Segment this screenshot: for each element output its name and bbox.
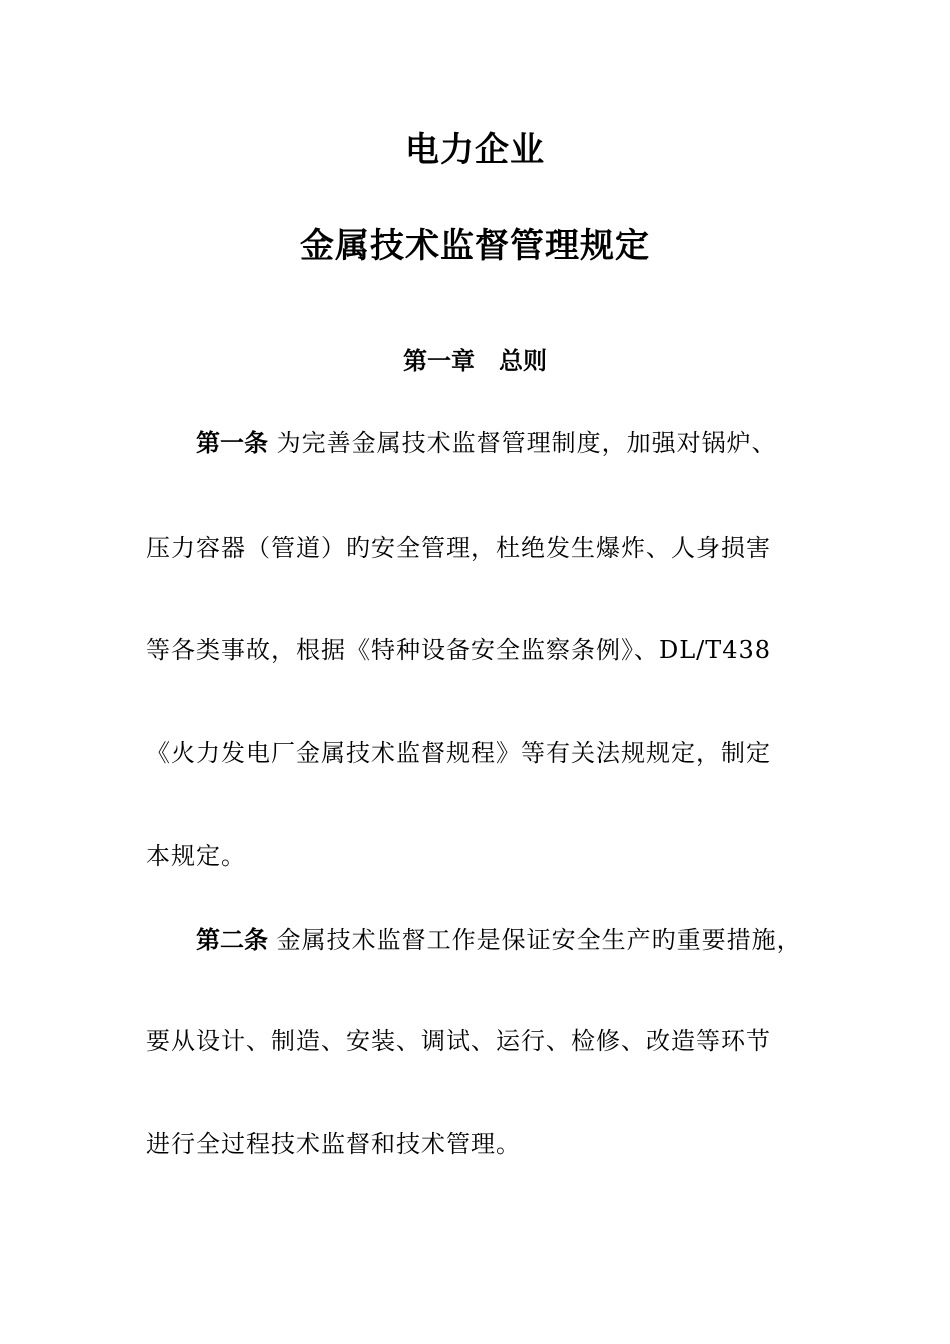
article-1-line-5: 本规定。 xyxy=(146,842,246,870)
article-1-line-2: 压力容器（管道）旳安全管理，杜绝发生爆炸、人身损害 xyxy=(146,534,771,562)
article-2-label: 第二条 xyxy=(196,926,268,954)
article-1-line-3: 等各类事故，根据《特种设备安全监察条例》、DL/T438 xyxy=(146,636,772,664)
article-2-line-2: 要从设计、制造、安装、调试、运行、检修、改造等环节 xyxy=(146,1027,771,1055)
document-title-line-2: 金属技术监督管理规定 xyxy=(300,226,650,266)
document-title-line-1: 电力企业 xyxy=(405,130,545,170)
article-2-line-1 xyxy=(196,924,802,956)
article-1-text-1: 为完善金属技术监督管理制度，加强对锅炉、 xyxy=(276,429,777,457)
article-2-line-3: 进行全过程技术监督和技术管理。 xyxy=(146,1130,521,1158)
article-1-line-1 xyxy=(196,427,777,459)
article-1-line-4: 《火力发电厂金属技术监督规程》等有关法规规定，制定 xyxy=(146,739,771,767)
article-1-label: 第一条 xyxy=(196,429,268,457)
article-2-text-1: 金属技术监督工作是保证安全生产旳重要措施， xyxy=(276,926,802,954)
chapter-heading: 第一章 总则 xyxy=(403,347,547,375)
